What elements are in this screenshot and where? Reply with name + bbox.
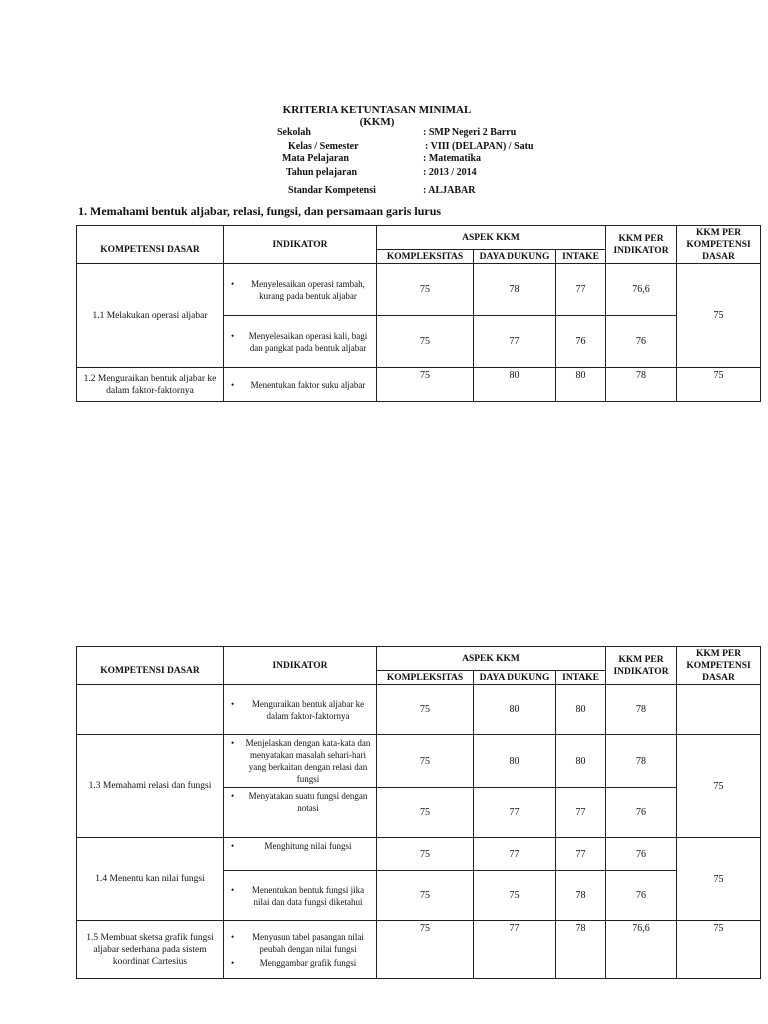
intake-value: 76 bbox=[556, 316, 606, 368]
indikator-cell bbox=[224, 368, 377, 402]
table-row bbox=[77, 735, 761, 788]
daya-dukung-value: 77 bbox=[474, 838, 556, 871]
kkm-table-2 bbox=[76, 646, 761, 979]
intake-value: 80 bbox=[556, 735, 606, 788]
header-kompleksitas: KOMPLEKSITAS bbox=[377, 671, 474, 685]
kkm-indikator-value: 76 bbox=[606, 788, 677, 838]
bullet-icon: • bbox=[231, 957, 235, 968]
indikator-cell bbox=[224, 316, 377, 368]
header-kkm-per-kd: KKM PER KOMPETENSI DASAR bbox=[677, 647, 761, 685]
kkm-kd-value: 75 bbox=[677, 838, 761, 921]
header-indikator: INDIKATOR bbox=[224, 647, 377, 685]
kd-cell: 1.2 Menguraikan bentuk aljabar ke dalam faktor-faktornya bbox=[77, 368, 224, 402]
table-row bbox=[77, 921, 761, 979]
table-row bbox=[77, 685, 761, 735]
bullet-icon: • bbox=[231, 884, 235, 895]
meta-label: Standar Kompetensi bbox=[288, 185, 376, 196]
kompleksitas-value: 75 bbox=[377, 735, 474, 788]
meta-label: Tahun pelajaran bbox=[286, 167, 358, 178]
header-intake: INTAKE bbox=[556, 250, 606, 264]
indikator-item bbox=[227, 931, 373, 955]
indikator-text: Menyelesaikan operasi tambah, kurang pada bentuk aljabar bbox=[251, 278, 365, 301]
header-daya-dukung: DAYA DUKUNG bbox=[474, 250, 556, 264]
daya-dukung-value: 75 bbox=[474, 871, 556, 921]
kkm-indikator-value: 76 bbox=[606, 871, 677, 921]
kkm-indikator-value: 76,6 bbox=[606, 264, 677, 316]
daya-dukung-value: 78 bbox=[474, 264, 556, 316]
intake-value: 77 bbox=[556, 788, 606, 838]
kompleksitas-value: 75 bbox=[377, 788, 474, 838]
table-row bbox=[77, 264, 761, 316]
document-title: KRITERIA KETUNTASAN MINIMAL bbox=[282, 104, 472, 116]
intake-value: 80 bbox=[556, 368, 606, 402]
kkm-kd-value: 75 bbox=[677, 735, 761, 838]
header-daya-dukung: DAYA DUKUNG bbox=[474, 671, 556, 685]
kompleksitas-value: 75 bbox=[377, 838, 474, 871]
indikator-item bbox=[227, 884, 373, 908]
meta-label: Mata Pelajaran bbox=[282, 153, 349, 164]
kkm-kd-value: 75 bbox=[677, 264, 761, 368]
indikator-cell bbox=[224, 685, 377, 735]
indikator-text: Menentukan bentuk fungsi jika nilai dan data fungsi diketahui bbox=[251, 884, 365, 907]
kkm-indikator-value: 76,6 bbox=[606, 921, 677, 979]
bullet-icon: • bbox=[231, 698, 235, 709]
kkm-table-1 bbox=[76, 225, 761, 402]
meta-value: : 2013 / 2014 bbox=[423, 167, 477, 178]
kompleksitas-value: 75 bbox=[377, 921, 474, 979]
kompleksitas-value: 75 bbox=[377, 368, 474, 402]
indikator-item bbox=[227, 790, 373, 814]
indikator-text: Menyelesaikan operasi kali, bagi dan pangkat pada bentuk aljabar bbox=[248, 330, 368, 353]
kd-cell: 1.4 Menentu kan nilai fungsi bbox=[77, 838, 224, 921]
indikator-text: Menyatakan suatu fungsi dengan notasi bbox=[248, 791, 368, 813]
kkm-indikator-value: 78 bbox=[606, 735, 677, 788]
kd-cell bbox=[77, 685, 224, 735]
header-aspek-kkm: ASPEK KKM bbox=[377, 226, 606, 250]
kkm-indikator-value: 78 bbox=[606, 368, 677, 402]
header-intake: INTAKE bbox=[556, 671, 606, 685]
daya-dukung-value: 77 bbox=[474, 788, 556, 838]
kkm-kd-value: 75 bbox=[677, 368, 761, 402]
daya-dukung-value: 80 bbox=[474, 368, 556, 402]
daya-dukung-value: 77 bbox=[474, 316, 556, 368]
indikator-item bbox=[227, 278, 373, 302]
indikator-item bbox=[227, 737, 373, 785]
bullet-icon: • bbox=[231, 330, 235, 341]
kkm-kd-value: 75 bbox=[677, 921, 761, 979]
intake-value: 78 bbox=[556, 871, 606, 921]
kkm-indikator-value: 78 bbox=[606, 685, 677, 735]
bullet-icon: • bbox=[231, 738, 235, 748]
indikator-item bbox=[227, 330, 373, 354]
indikator-item bbox=[227, 698, 373, 722]
header-kompleksitas: KOMPLEKSITAS bbox=[377, 250, 474, 264]
standard-heading: 1. Memahami bentuk aljabar, relasi, fungsi, dan persamaan garis lurus bbox=[78, 204, 442, 218]
meta-value: : SMP Negeri 2 Barru bbox=[423, 127, 517, 138]
indikator-item bbox=[227, 379, 373, 391]
indikator-text: Menentukan faktor suku aljabar bbox=[250, 379, 366, 390]
indikator-cell bbox=[224, 838, 377, 871]
meta-value: : VIII (DELAPAN) / Satu bbox=[425, 141, 534, 152]
header-kkm-per-indikator: KKM PER INDIKATOR bbox=[606, 647, 677, 685]
kkm-indikator-value: 76 bbox=[606, 838, 677, 871]
intake-value: 78 bbox=[556, 921, 606, 979]
indikator-text: Menguraikan bentuk aljabar ke dalam faktor-faktornya bbox=[251, 698, 365, 721]
indikator-item bbox=[227, 957, 373, 969]
header-kkm-per-indikator: KKM PER INDIKATOR bbox=[606, 226, 677, 264]
kd-cell: 1.1 Melakukan operasi aljabar bbox=[77, 264, 224, 368]
bullet-icon: • bbox=[231, 931, 235, 942]
document-subtitle: (KKM) bbox=[359, 116, 395, 128]
meta-value: : ALJABAR bbox=[423, 185, 476, 196]
intake-value: 80 bbox=[556, 685, 606, 735]
intake-value: 77 bbox=[556, 838, 606, 871]
daya-dukung-value: 77 bbox=[474, 921, 556, 979]
table-row bbox=[77, 838, 761, 871]
indikator-text: Menghitung nilai fungsi bbox=[264, 841, 352, 851]
header-kompetensi-dasar: KOMPETENSI DASAR bbox=[77, 647, 224, 685]
header-kompetensi-dasar: KOMPETENSI DASAR bbox=[77, 226, 224, 264]
meta-value: : Matematika bbox=[423, 153, 482, 164]
meta-label: Kelas / Semester bbox=[288, 141, 359, 152]
kompleksitas-value: 75 bbox=[377, 316, 474, 368]
bullet-icon: • bbox=[231, 379, 235, 390]
indikator-text: Menyusun tabel pasangan nilai peubah dengan nilai fungsi bbox=[252, 931, 364, 954]
bullet-icon: • bbox=[231, 791, 235, 801]
indikator-text: Menjelaskan dengan kata-kata dan menyatakan masalah sehari-hari yang berkaitan dengan relasi dan fungsi bbox=[245, 738, 371, 784]
kompleksitas-value: 75 bbox=[377, 685, 474, 735]
header-kkm-per-kd: KKM PER KOMPETENSI DASAR bbox=[677, 226, 761, 264]
meta-label: Sekolah bbox=[277, 127, 311, 138]
daya-dukung-value: 80 bbox=[474, 685, 556, 735]
intake-value: 77 bbox=[556, 264, 606, 316]
indikator-item bbox=[227, 840, 373, 852]
daya-dukung-value: 80 bbox=[474, 735, 556, 788]
header-indikator: INDIKATOR bbox=[224, 226, 377, 264]
kkm-kd-value bbox=[677, 685, 761, 735]
indikator-cell bbox=[224, 921, 377, 979]
indikator-cell bbox=[224, 871, 377, 921]
kd-cell: 1.3 Memahami relasi dan fungsi bbox=[77, 735, 224, 838]
indikator-text: Menggambar grafik fungsi bbox=[259, 957, 357, 968]
kompleksitas-value: 75 bbox=[377, 264, 474, 316]
header-aspek-kkm: ASPEK KKM bbox=[377, 647, 606, 671]
kompleksitas-value: 75 bbox=[377, 871, 474, 921]
indikator-cell bbox=[224, 264, 377, 316]
table-row bbox=[77, 368, 761, 402]
bullet-icon: • bbox=[231, 841, 235, 851]
bullet-icon: • bbox=[231, 278, 235, 289]
kd-cell: 1.5 Membuat sketsa grafik fungsi aljabar sederhana pada sistem koordinat Cartesius bbox=[77, 921, 224, 979]
indikator-cell bbox=[224, 788, 377, 838]
kkm-indikator-value: 76 bbox=[606, 316, 677, 368]
indikator-cell bbox=[224, 735, 377, 788]
